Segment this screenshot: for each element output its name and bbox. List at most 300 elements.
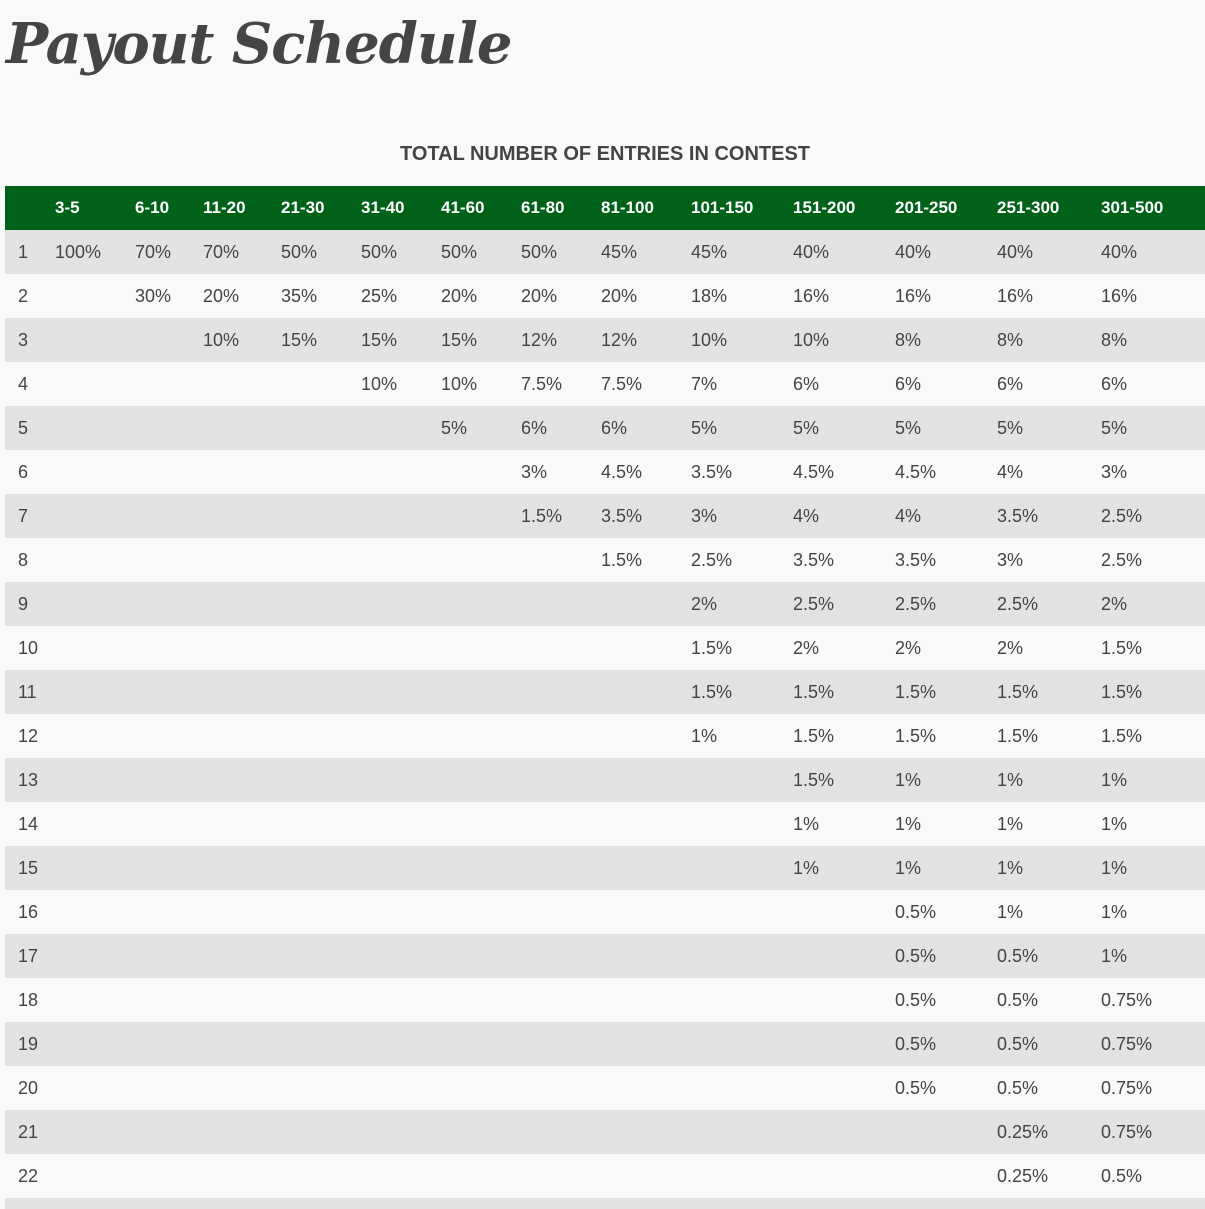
payout-cell [361, 670, 441, 714]
table-row [5, 582, 1205, 626]
payout-cell [521, 714, 601, 758]
payout-cell [55, 450, 135, 494]
table-row [5, 1066, 1205, 1110]
payout-cell: 0.25% [997, 1165, 1049, 1186]
payout-cell [281, 582, 361, 626]
table-row [5, 274, 1205, 318]
payout-cell: 0.5% [1101, 1165, 1143, 1186]
payout-cell: 5% [793, 417, 820, 438]
payout-cell [601, 978, 691, 1022]
payout-cell: 20% [441, 285, 478, 306]
payout-cell [691, 934, 793, 978]
payout-cell [203, 1022, 281, 1066]
payout-cell [793, 1154, 895, 1198]
payout-cell [135, 934, 203, 978]
payout-cell: 2.5% [1101, 505, 1143, 526]
payout-cell [601, 626, 691, 670]
payout-cell: 2% [895, 637, 922, 658]
payout-cell [55, 582, 135, 626]
payout-cell [361, 846, 441, 890]
payout-cell [601, 582, 691, 626]
payout-cell: 6% [997, 373, 1024, 394]
payout-cell [203, 406, 281, 450]
payout-cell [441, 978, 521, 1022]
table-row [5, 846, 1205, 890]
payout-cell: 0.75% [1101, 1121, 1153, 1142]
payout-cell [203, 582, 281, 626]
payout-cell: 100% [55, 241, 102, 262]
payout-cell: 20% [521, 285, 558, 306]
payout-cell [361, 406, 441, 450]
table-row [5, 802, 1205, 846]
payout-cell: 10% [691, 329, 728, 350]
payout-cell [203, 802, 281, 846]
payout-cell: 1.5% [1101, 725, 1143, 746]
place-cell: 1 [18, 241, 29, 262]
payout-cell: 2.5% [895, 593, 937, 614]
payout-cell: 2% [793, 637, 820, 658]
payout-cell [281, 890, 361, 934]
place-cell: 6 [18, 461, 29, 482]
table-row [5, 934, 1205, 978]
payout-cell: 0.75% [1101, 1077, 1153, 1098]
payout-cell: 1.5% [1101, 681, 1143, 702]
payout-cell: 6% [793, 373, 820, 394]
payout-cell: 0.5% [997, 989, 1039, 1010]
payout-cell [691, 1066, 793, 1110]
payout-cell [441, 494, 521, 538]
payout-cell [441, 846, 521, 890]
payout-cell: 1.5% [793, 769, 835, 790]
payout-cell [361, 890, 441, 934]
payout-cell: 40% [1101, 241, 1138, 262]
payout-cell: 18% [691, 285, 728, 306]
header-cell-place [5, 186, 55, 230]
payout-cell: 0.5% [997, 945, 1039, 966]
payout-cell: 50% [361, 241, 398, 262]
payout-cell: 1% [1101, 813, 1128, 834]
payout-cell [601, 670, 691, 714]
payout-cell: 1% [997, 901, 1024, 922]
payout-cell: 7.5% [521, 373, 563, 394]
payout-cell [135, 802, 203, 846]
payout-cell: 1% [997, 769, 1024, 790]
payout-cell: 0.75% [1101, 1033, 1153, 1054]
table-row [5, 538, 1205, 582]
payout-cell [361, 538, 441, 582]
payout-cell: 0.5% [997, 1077, 1039, 1098]
payout-cell [691, 846, 793, 890]
table-row [5, 450, 1205, 494]
payout-cell: 0.75% [1101, 989, 1153, 1010]
payout-cell [521, 890, 601, 934]
payout-cell [521, 978, 601, 1022]
payout-cell [441, 450, 521, 494]
payout-cell [135, 890, 203, 934]
payout-cell: 1.5% [997, 725, 1039, 746]
payout-cell: 50% [281, 241, 318, 262]
payout-cell [203, 846, 281, 890]
payout-cell [441, 934, 521, 978]
payout-cell: 0.5% [895, 989, 937, 1010]
payout-cell: 0.5% [997, 1033, 1039, 1054]
payout-cell [55, 890, 135, 934]
payout-cell [203, 978, 281, 1022]
payout-cell: 16% [895, 285, 932, 306]
payout-cell: 5% [895, 417, 922, 438]
payout-cell [203, 538, 281, 582]
payout-cell [55, 978, 135, 1022]
place-cell: 19 [18, 1033, 39, 1054]
payout-cell [55, 406, 135, 450]
payout-cell [203, 934, 281, 978]
payout-cell: 16% [1101, 285, 1138, 306]
payout-cell [793, 934, 895, 978]
payout-cell [793, 1066, 895, 1110]
payout-cell [521, 802, 601, 846]
payout-cell: 20% [601, 285, 638, 306]
payout-cell [281, 802, 361, 846]
payout-cell: 5% [1101, 417, 1128, 438]
payout-cell [441, 1154, 521, 1198]
header-row [5, 186, 1205, 230]
payout-cell [281, 670, 361, 714]
payout-cell [521, 1110, 601, 1154]
payout-cell [203, 1110, 281, 1154]
payout-cell: 1% [895, 813, 922, 834]
payout-cell: 1.5% [997, 681, 1039, 702]
payout-cell [281, 934, 361, 978]
payout-cell [691, 1154, 793, 1198]
payout-cell: 5% [997, 417, 1024, 438]
payout-cell [361, 934, 441, 978]
payout-cell [55, 494, 135, 538]
payout-cell [281, 978, 361, 1022]
header-cell-entries: 3-5 [55, 198, 80, 217]
place-cell: 18 [18, 989, 39, 1010]
place-cell: 2 [18, 285, 29, 306]
table-row [5, 1110, 1205, 1154]
payout-cell [55, 758, 135, 802]
payout-cell [361, 626, 441, 670]
payout-cell: 10% [361, 373, 398, 394]
payout-cell [135, 362, 203, 406]
payout-cell [691, 1110, 793, 1154]
payout-cell [281, 450, 361, 494]
header-cell-entries: 6-10 [135, 198, 170, 217]
payout-cell: 2% [691, 593, 718, 614]
place-cell: 4 [18, 373, 29, 394]
table-row [5, 1154, 1205, 1198]
payout-cell: 1% [1101, 769, 1128, 790]
payout-cell [691, 890, 793, 934]
payout-cell [135, 714, 203, 758]
payout-cell [601, 1110, 691, 1154]
table-row [5, 318, 1205, 362]
table-row [5, 406, 1205, 450]
payout-cell [521, 1154, 601, 1198]
payout-cell: 1% [997, 857, 1024, 878]
table-row [5, 494, 1205, 538]
header-cell-entries: 21-30 [281, 198, 325, 217]
payout-cell [281, 1066, 361, 1110]
payout-cell [203, 890, 281, 934]
payout-cell: 2% [997, 637, 1024, 658]
payout-cell [55, 362, 135, 406]
payout-cell [55, 1022, 135, 1066]
payout-cell [793, 1110, 895, 1154]
payout-cell [135, 1110, 203, 1154]
payout-cell: 4% [793, 505, 820, 526]
payout-cell [55, 802, 135, 846]
payout-cell [521, 758, 601, 802]
payout-cell [691, 1022, 793, 1066]
payout-cell: 1.5% [1101, 637, 1143, 658]
payout-cell [55, 274, 135, 318]
payout-cell: 70% [135, 241, 172, 262]
payout-cell [135, 626, 203, 670]
table-row [5, 890, 1205, 934]
header-cell-entries: 251-300 [997, 198, 1060, 217]
payout-cell [281, 406, 361, 450]
place-cell: 17 [18, 945, 39, 966]
place-cell: 21 [18, 1121, 39, 1142]
payout-cell: 45% [601, 241, 638, 262]
payout-cell [895, 1154, 997, 1198]
payout-cell [55, 1110, 135, 1154]
payout-cell: 2.5% [997, 593, 1039, 614]
header-cell-entries: 11-20 [203, 198, 246, 217]
payout-cell [895, 1110, 997, 1154]
payout-cell: 1.5% [691, 681, 733, 702]
payout-cell [361, 802, 441, 846]
payout-cell: 20% [203, 285, 240, 306]
payout-cell [691, 758, 793, 802]
payout-cell: 1% [793, 813, 820, 834]
payout-cell [281, 758, 361, 802]
payout-cell: 4% [895, 505, 922, 526]
payout-cell [441, 582, 521, 626]
payout-cell [203, 1154, 281, 1198]
payout-cell [281, 1110, 361, 1154]
place-cell: 13 [18, 769, 39, 790]
payout-cell: 2.5% [1101, 549, 1143, 570]
payout-cell [55, 1154, 135, 1198]
header-cell-entries: 31-40 [361, 198, 405, 217]
payout-cell: 1% [691, 725, 718, 746]
payout-cell [135, 318, 203, 362]
payout-cell: 1% [793, 857, 820, 878]
header-cell-entries: 101-150 [691, 198, 754, 217]
payout-cell: 45% [691, 241, 728, 262]
payout-cell: 5% [441, 417, 468, 438]
page-title: Payout Schedule [6, 11, 512, 77]
payout-cell: 4.5% [601, 461, 643, 482]
payout-cell [203, 626, 281, 670]
payout-cell: 8% [1101, 329, 1128, 350]
payout-cell [203, 494, 281, 538]
payout-cell [203, 362, 281, 406]
payout-cell: 25% [361, 285, 398, 306]
payout-cell: 2.5% [793, 593, 835, 614]
payout-cell: 12% [521, 329, 558, 350]
payout-cell: 7.5% [601, 373, 643, 394]
payout-cell: 1.5% [793, 681, 835, 702]
payout-cell: 50% [521, 241, 558, 262]
payout-cell [203, 758, 281, 802]
header-cell-entries: 61-80 [521, 198, 565, 217]
payout-cell [135, 1154, 203, 1198]
payout-cell: 10% [441, 373, 478, 394]
payout-cell: 40% [793, 241, 830, 262]
payout-cell [203, 1066, 281, 1110]
payout-cell [361, 582, 441, 626]
payout-cell: 1% [1101, 901, 1128, 922]
payout-cell: 1% [895, 769, 922, 790]
payout-cell [521, 538, 601, 582]
payout-cell: 0.25% [997, 1121, 1049, 1142]
place-cell: 5 [18, 417, 29, 438]
payout-cell [135, 494, 203, 538]
payout-cell [361, 1066, 441, 1110]
payout-cell: 12% [601, 329, 638, 350]
payout-cell [281, 1022, 361, 1066]
payout-cell [135, 406, 203, 450]
payout-cell: 4.5% [793, 461, 835, 482]
header-cell-entries: 151-200 [793, 198, 856, 217]
payout-cell [135, 450, 203, 494]
payout-cell: 6% [895, 373, 922, 394]
table-header [5, 186, 1205, 230]
payout-cell: 3.5% [691, 461, 733, 482]
place-cell: 16 [18, 901, 39, 922]
payout-cell [441, 890, 521, 934]
payout-cell: 3% [997, 549, 1024, 570]
payout-cell: 0.5% [895, 1033, 937, 1054]
place-cell: 10 [18, 637, 39, 658]
table-row [5, 758, 1205, 802]
place-cell: 14 [18, 813, 39, 834]
payout-cell: 40% [895, 241, 932, 262]
payout-cell: 1.5% [521, 505, 563, 526]
payout-cell [55, 846, 135, 890]
payout-cell: 0.5% [895, 945, 937, 966]
payout-cell: 1.5% [601, 549, 643, 570]
place-cell: 15 [18, 857, 39, 878]
payout-cell: 1% [1101, 857, 1128, 878]
payout-cell: 1% [895, 857, 922, 878]
payout-cell: 3.5% [601, 505, 643, 526]
payout-cell: 15% [281, 329, 318, 350]
header-cell-entries: 301-500 [1101, 198, 1164, 217]
payout-cell: 30% [135, 285, 172, 306]
payout-cell [361, 714, 441, 758]
payout-cell: 3% [691, 505, 718, 526]
payout-cell [55, 934, 135, 978]
payout-cell: 70% [203, 241, 240, 262]
payout-cell [203, 714, 281, 758]
payout-cell [135, 670, 203, 714]
next-row-peek [5, 1198, 1205, 1209]
payout-cell: 4.5% [895, 461, 937, 482]
payout-cell [203, 450, 281, 494]
payout-cell [521, 1022, 601, 1066]
payout-cell [441, 1022, 521, 1066]
payout-cell [441, 670, 521, 714]
payout-cell: 1.5% [691, 637, 733, 658]
payout-cell [521, 934, 601, 978]
payout-cell [601, 802, 691, 846]
place-cell: 11 [18, 681, 37, 702]
table-row [5, 714, 1205, 758]
payout-cell: 16% [793, 285, 830, 306]
payout-cell [135, 538, 203, 582]
payout-cell: 3.5% [895, 549, 937, 570]
place-cell: 12 [18, 725, 39, 746]
payout-cell: 3.5% [793, 549, 835, 570]
payout-cell [521, 582, 601, 626]
payout-cell [691, 802, 793, 846]
payout-cell [361, 758, 441, 802]
payout-cell [361, 978, 441, 1022]
payout-cell [135, 758, 203, 802]
payout-cell [55, 626, 135, 670]
payout-cell [441, 714, 521, 758]
place-cell: 3 [18, 329, 29, 350]
payout-cell: 7% [691, 373, 718, 394]
payout-cell [601, 1066, 691, 1110]
place-cell: 22 [18, 1165, 39, 1186]
payout-cell [55, 1066, 135, 1110]
table-row [5, 978, 1205, 1022]
place-cell: 8 [18, 549, 29, 570]
payout-cell [441, 758, 521, 802]
table-caption: TOTAL NUMBER OF ENTRIES IN CONTEST [399, 143, 810, 165]
payout-cell [135, 978, 203, 1022]
payout-cell: 2.5% [691, 549, 733, 570]
payout-cell [601, 758, 691, 802]
table-row [5, 1022, 1205, 1066]
payout-cell [55, 714, 135, 758]
payout-cell [135, 846, 203, 890]
payout-cell: 15% [441, 329, 478, 350]
payout-cell [793, 1022, 895, 1066]
payout-cell [55, 538, 135, 582]
payout-cell: 1.5% [895, 681, 937, 702]
payout-cell: 0.5% [895, 1077, 937, 1098]
payout-cell [521, 670, 601, 714]
payout-cell: 4% [997, 461, 1024, 482]
header-cell-entries: 81-100 [601, 198, 654, 217]
payout-cell: 3% [1101, 461, 1128, 482]
payout-cell: 6% [521, 417, 548, 438]
payout-cell: 50% [441, 241, 478, 262]
payout-cell [691, 978, 793, 1022]
payout-cell [601, 714, 691, 758]
payout-cell: 2% [1101, 593, 1128, 614]
payout-cell: 10% [203, 329, 240, 350]
payout-cell: 3% [521, 461, 548, 482]
table-row [5, 670, 1205, 714]
payout-cell: 8% [895, 329, 922, 350]
payout-cell: 40% [997, 241, 1034, 262]
payout-cell [281, 1154, 361, 1198]
payout-cell [135, 1022, 203, 1066]
payout-cell: 6% [601, 417, 628, 438]
payout-cell [601, 1154, 691, 1198]
payout-cell: 1.5% [793, 725, 835, 746]
payout-cell [281, 846, 361, 890]
